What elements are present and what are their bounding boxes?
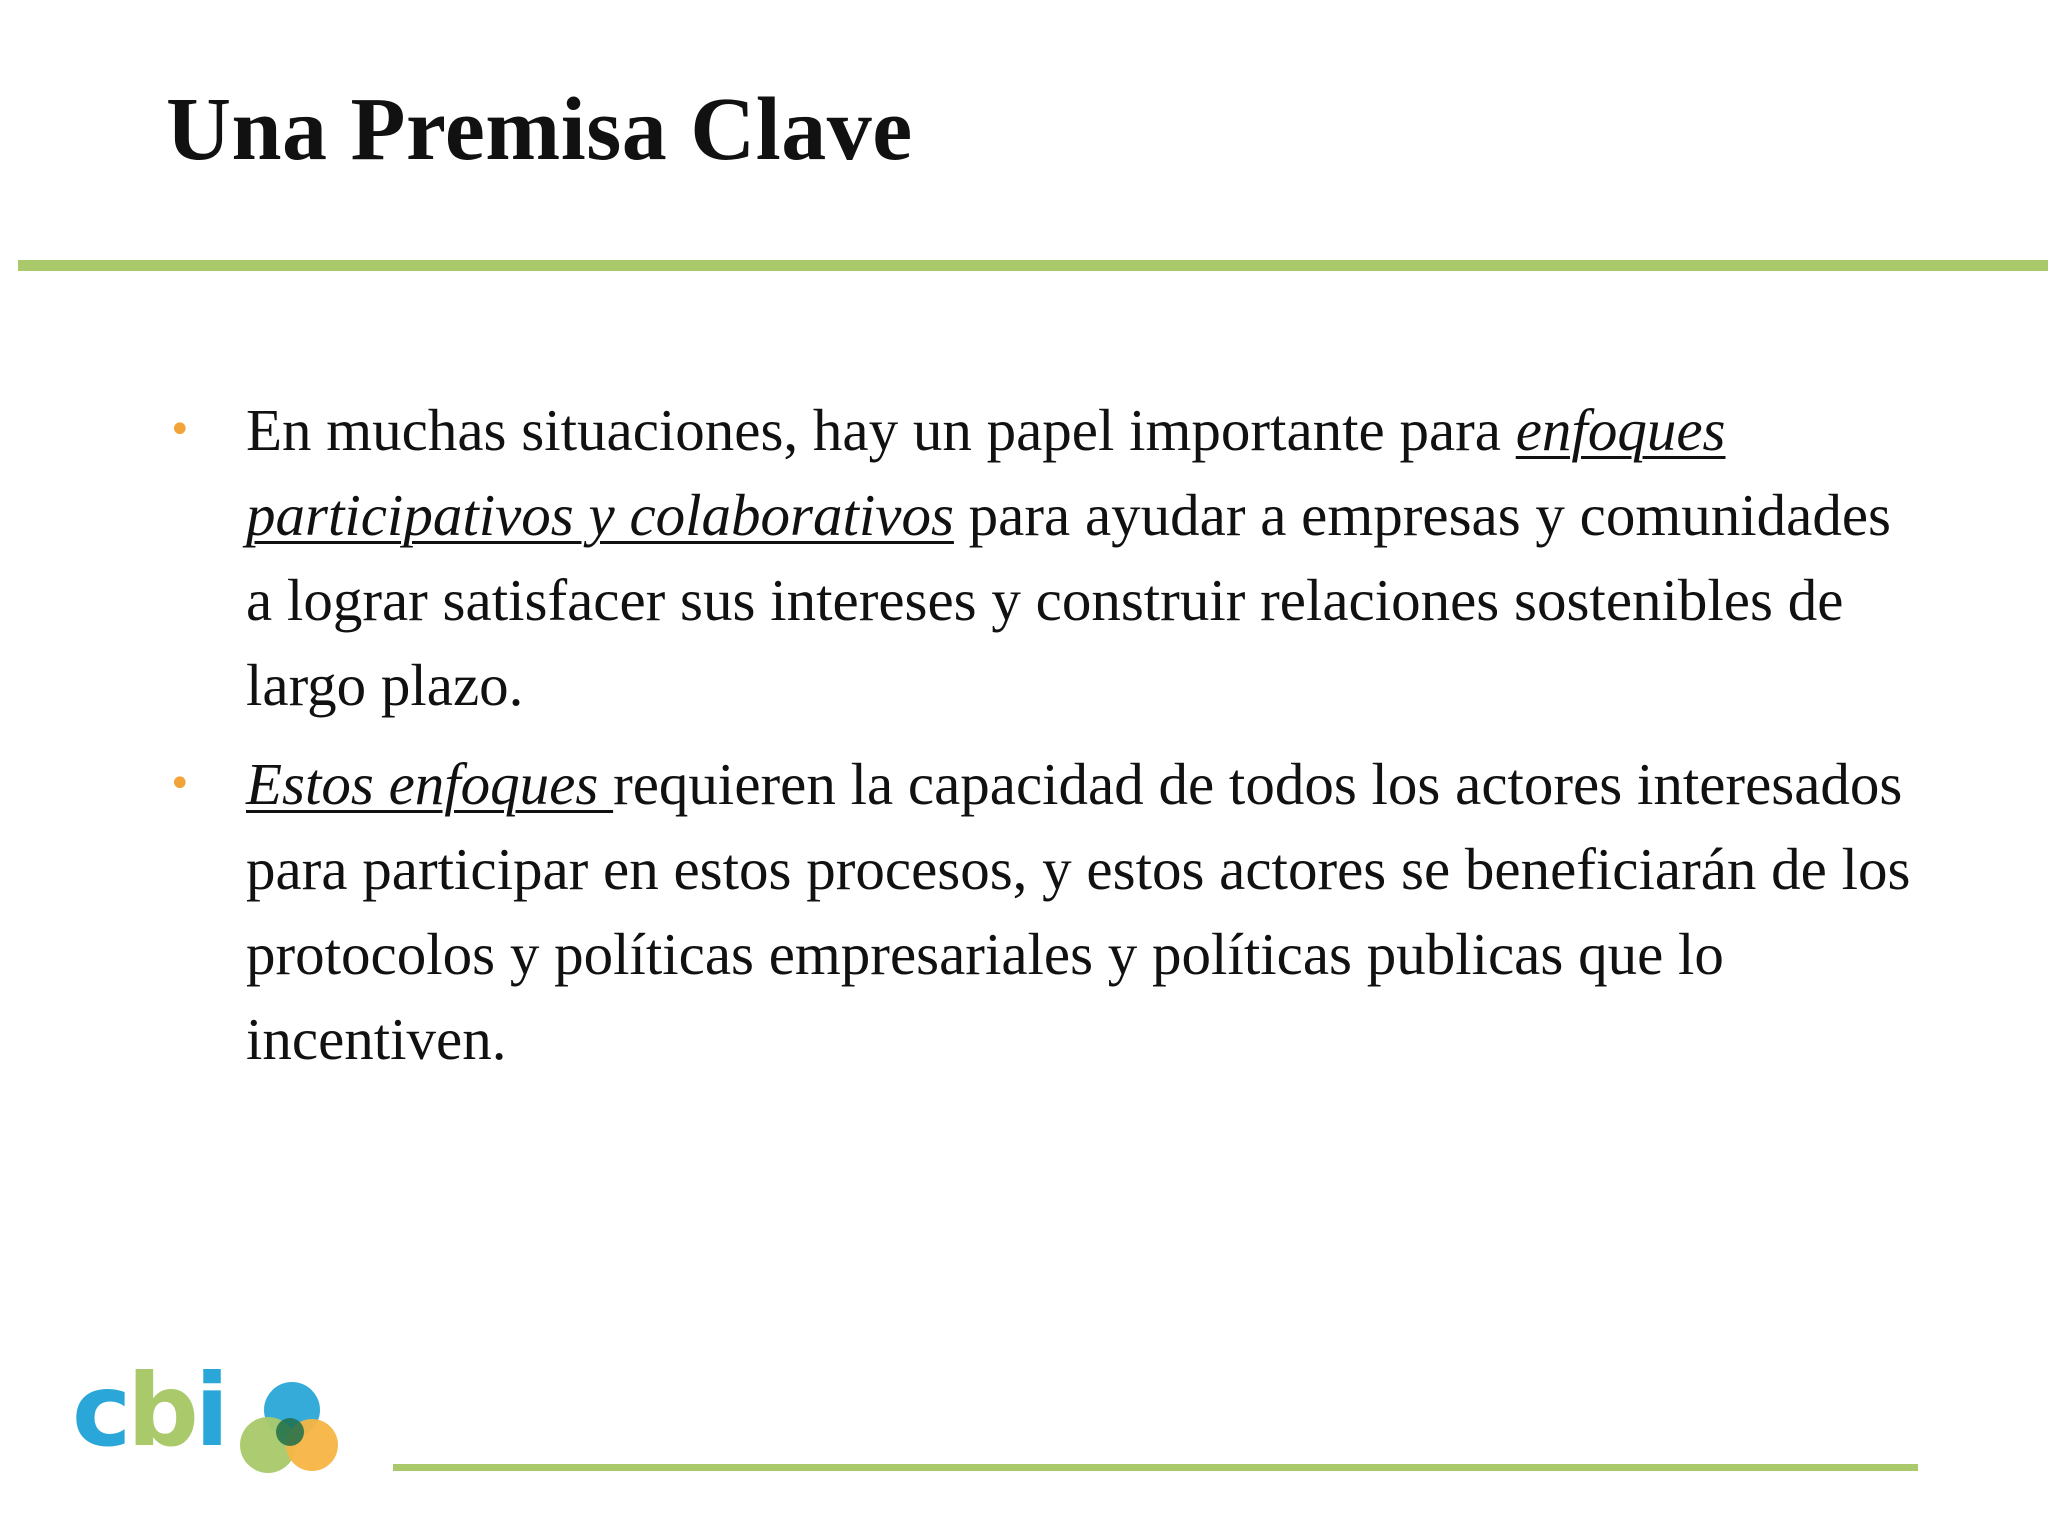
logo-letter-c: c xyxy=(72,1352,128,1469)
title-divider xyxy=(18,260,2048,271)
logo-letter-i: i xyxy=(194,1352,226,1469)
bullet-text-post: para ayudar a empresas y comunidades a lograr satisfacer sus intereses y construir relaciones sostenibles de largo plazo. xyxy=(246,482,1891,718)
bullet-text-pre: En muchas situaciones, hay un papel importante para xyxy=(246,397,1516,463)
bullet-text-post: requieren la capacidad de todos los actores interesados para participar en estos procesos, y estos actores se beneficiarán de los protocolos y políticas empresariales y políticas publicas que lo incentiven. xyxy=(246,751,1911,1072)
bullet-item xyxy=(160,742,1920,1082)
logo-wordmark xyxy=(72,1352,226,1469)
bullet-marker: • xyxy=(168,407,192,453)
logo-letter-b: b xyxy=(127,1352,195,1469)
footer-divider xyxy=(393,1464,1918,1471)
cbi-logo xyxy=(72,1352,352,1495)
slide-title: Una Premisa Clave xyxy=(166,80,913,179)
bullet-item xyxy=(160,388,1920,728)
bullet-marker: • xyxy=(168,761,192,807)
bullet-text-emphasis: Estos enfoques xyxy=(246,751,614,817)
logo-circles-icon xyxy=(230,1380,340,1480)
bullet-list xyxy=(160,388,1920,1096)
bullet-text-emphasis: enfoques participativos y colaborativos xyxy=(246,397,1726,548)
